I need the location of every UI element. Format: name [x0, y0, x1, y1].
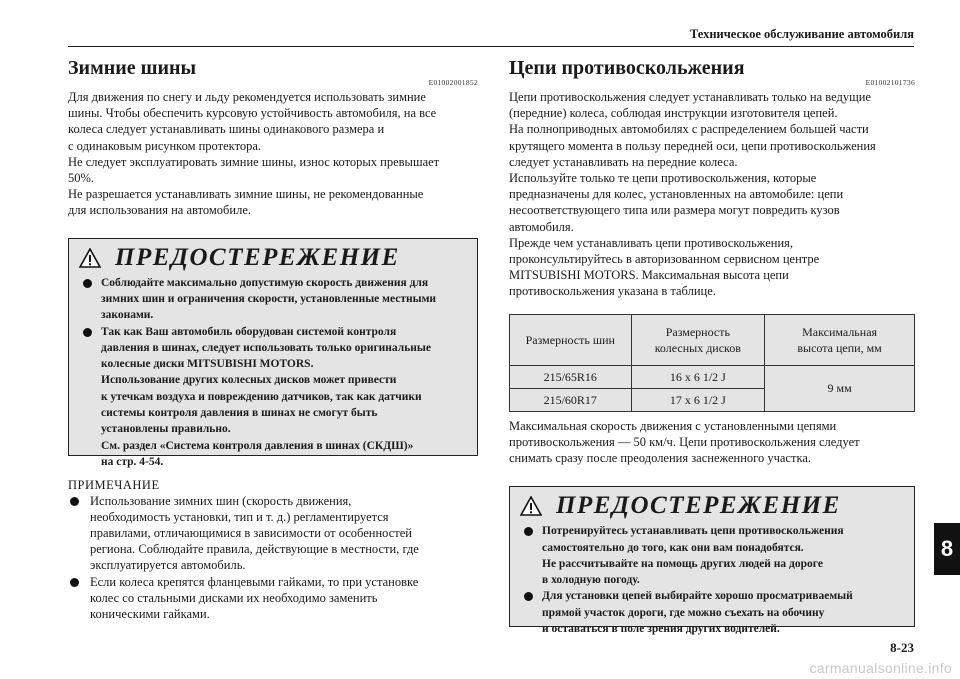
warning-line: Использование других колесных дисков может привести: [101, 374, 397, 387]
bullet-icon: [83, 328, 92, 337]
header-rule: [68, 46, 914, 47]
warning-line: и оставаться в поле зрения других водителей.: [542, 623, 780, 636]
body-text: [509, 89, 915, 300]
text-line: Максимальная скорость движения с установленными цепями: [509, 418, 837, 433]
note-line: коническими гайками.: [90, 607, 210, 622]
note-line: колес со стальными дисками их необходимо заменить: [90, 590, 378, 605]
text-line: противоскольжения — 50 км/ч. Цепи противоскольжения следует: [509, 434, 860, 449]
chain-size-table: [509, 314, 915, 412]
header-line: колесных дисков: [654, 340, 741, 355]
table-cell: 215/65R16: [510, 365, 632, 388]
warning-line: Для установки цепей выбирайте хорошо просматриваемый: [542, 590, 853, 603]
note-item: [68, 574, 478, 623]
text-line: 50%.: [68, 171, 95, 186]
header-line: Максимальная: [802, 324, 878, 339]
warning-box: [509, 486, 915, 636]
bullet-icon: [70, 578, 79, 587]
table-cell: 16 x 6 1/2 J: [631, 365, 765, 388]
table-cell: 215/60R17: [510, 388, 632, 411]
warning-line: См. раздел «Система контроля давления в шинах (СКДШ)»: [101, 439, 414, 452]
warning-item: [522, 588, 904, 637]
section-winter-tires: [68, 56, 478, 622]
warning-line: в холодную погоду.: [542, 574, 640, 587]
note-list: [68, 493, 478, 623]
warning-triangle-icon: [520, 496, 542, 516]
note-line: правилами, отличающимися в зависимости от особенностей: [90, 526, 412, 541]
warning-line: колесные диски MITSUBISHI MOTORS.: [101, 358, 314, 371]
section-title: Зимние шины: [68, 57, 197, 79]
table-cell-merged: 9 мм: [765, 365, 915, 411]
chapter-tab: 8: [934, 523, 960, 575]
table-cell: 17 x 6 1/2 J: [631, 388, 765, 411]
text-line: снимать сразу после преодоления заснеженного участка.: [509, 451, 811, 466]
text-line: (передние) колеса, соблюдая инструкции изготовителя цепей.: [509, 106, 838, 121]
warning-header: [79, 245, 467, 271]
watermark: carmanualsonline.info: [809, 660, 952, 676]
text-line: Не разрешается устанавливать зимние шины, не рекомендованные: [68, 187, 424, 202]
note-item: [68, 493, 478, 574]
note-line: Использование зимних шин (скорость движения,: [90, 493, 352, 508]
warning-line: законами.: [101, 309, 154, 322]
running-header: Техническое обслуживание автомобиля: [689, 27, 914, 41]
warning-line: Потренируйтесь устанавливать цепи противоскольжения: [542, 525, 844, 538]
table-row: [510, 365, 915, 388]
warning-item: [522, 523, 904, 588]
text-line: Используйте только те цепи противоскольжения, которые: [509, 171, 817, 186]
text-line: Прежде чем устанавливать цепи противоскольжения,: [509, 235, 794, 250]
warning-line: системы контроля давления в шинах не смогут быть: [101, 407, 378, 419]
text-line: крутящего момента в пользу передней оси, цепи противоскольжения: [509, 138, 876, 153]
header-line: Размерность: [665, 324, 730, 339]
section-title: Цепи противоскольжения: [509, 57, 745, 79]
bullet-icon: [524, 527, 533, 536]
text-line: На полноприводных автомобилях с распределением большей части: [509, 122, 869, 137]
note-block: [68, 477, 478, 623]
text-line: Не следует эксплуатировать зимние шины, износ которых превышает: [68, 154, 440, 169]
warning-line: на стр. 4-54.: [101, 455, 164, 468]
bullet-icon: [524, 592, 533, 601]
text-line: предназначены для колес, установленных на автомобиле: цепи: [509, 187, 844, 202]
table-header-row: [510, 314, 915, 365]
text-line: проконсультируйтесь в авторизованном сервисном центре: [509, 252, 820, 267]
table-header-cell: [765, 314, 915, 365]
note-line: региона. Соблюдайте правила, действующие в местности, где: [90, 542, 419, 557]
warning-line: Так как Ваш автомобиль оборудован системой контроля: [101, 325, 397, 338]
note-label: ПРИМЕЧАНИЕ: [68, 477, 160, 492]
warning-list: [81, 275, 467, 471]
warning-item: [81, 324, 467, 471]
text-line: для использования на автомобиле.: [68, 203, 252, 218]
text-line: Цепи противоскольжения следует устанавливать только на ведущие: [509, 90, 871, 104]
bullet-icon: [83, 279, 92, 288]
section-snow-chains: [509, 56, 915, 636]
text-line: автомобиля.: [509, 219, 574, 234]
warning-line: Не рассчитывайте на помощь других людей на дороге: [542, 557, 823, 570]
section-code: E01002001852: [428, 78, 478, 87]
text-line: Для движения по снегу и льду рекомендуется использовать зимние: [68, 90, 426, 104]
warning-line: прямой участок дороги, где можно съехать на обочину: [542, 606, 825, 619]
warning-box: [68, 238, 478, 468]
warning-triangle-icon: [79, 248, 101, 268]
warning-line: к утечкам воздуха и повреждению датчиков, так как датчики: [101, 390, 422, 403]
section-code: E01002101736: [865, 78, 915, 87]
text-line: колеса следует устанавливать шины одинакового размера и: [68, 122, 385, 137]
text-line: следует устанавливать на передние колеса.: [509, 154, 738, 169]
warning-list: [522, 523, 904, 637]
warning-item: [81, 275, 467, 324]
text-line: шины. Чтобы обеспечить курсовую устойчивость автомобиля, на все: [68, 106, 437, 121]
bullet-icon: [70, 497, 79, 506]
after-table-text: [509, 418, 915, 467]
note-line: Если колеса крепятся фланцевыми гайками, то при установке: [90, 574, 419, 589]
page-number: 8-23: [890, 640, 914, 655]
warning-title: ПРЕДОСТЕРЕЖЕНИЕ: [115, 243, 400, 271]
body-text: [68, 89, 478, 219]
text-line: MITSUBISHI MOTORS. Максимальная высота цепи: [509, 268, 789, 283]
warning-line: зимних шин и ограничения скорости, установленные местными: [101, 292, 437, 305]
warning-line: установлены правильно.: [101, 423, 231, 436]
header-line: высота цепи, мм: [797, 340, 882, 355]
warning-line: самостоятельно до того, как они вам понадобятся.: [542, 541, 804, 554]
text-line: с одинаковым рисунком протектора.: [68, 138, 262, 153]
note-line: необходимость установки, тип и т. д.) регламентируется: [90, 509, 389, 524]
table-header-cell: Размерность шин: [510, 314, 632, 365]
text-line: несоответствующего типа или размера могут повредить кузов: [509, 203, 840, 218]
warning-line: Соблюдайте максимально допустимую скорость движения для: [101, 276, 429, 289]
table-header-cell: [631, 314, 765, 365]
warning-header: [520, 493, 904, 519]
text-line: противоскольжения указана в таблице.: [509, 284, 716, 299]
note-line: эксплуатируется автомобиль.: [90, 558, 246, 573]
warning-line: давления в шинах, следует использовать только оригинальные: [101, 341, 432, 354]
warning-title: ПРЕДОСТЕРЕЖЕНИЕ: [556, 492, 841, 520]
